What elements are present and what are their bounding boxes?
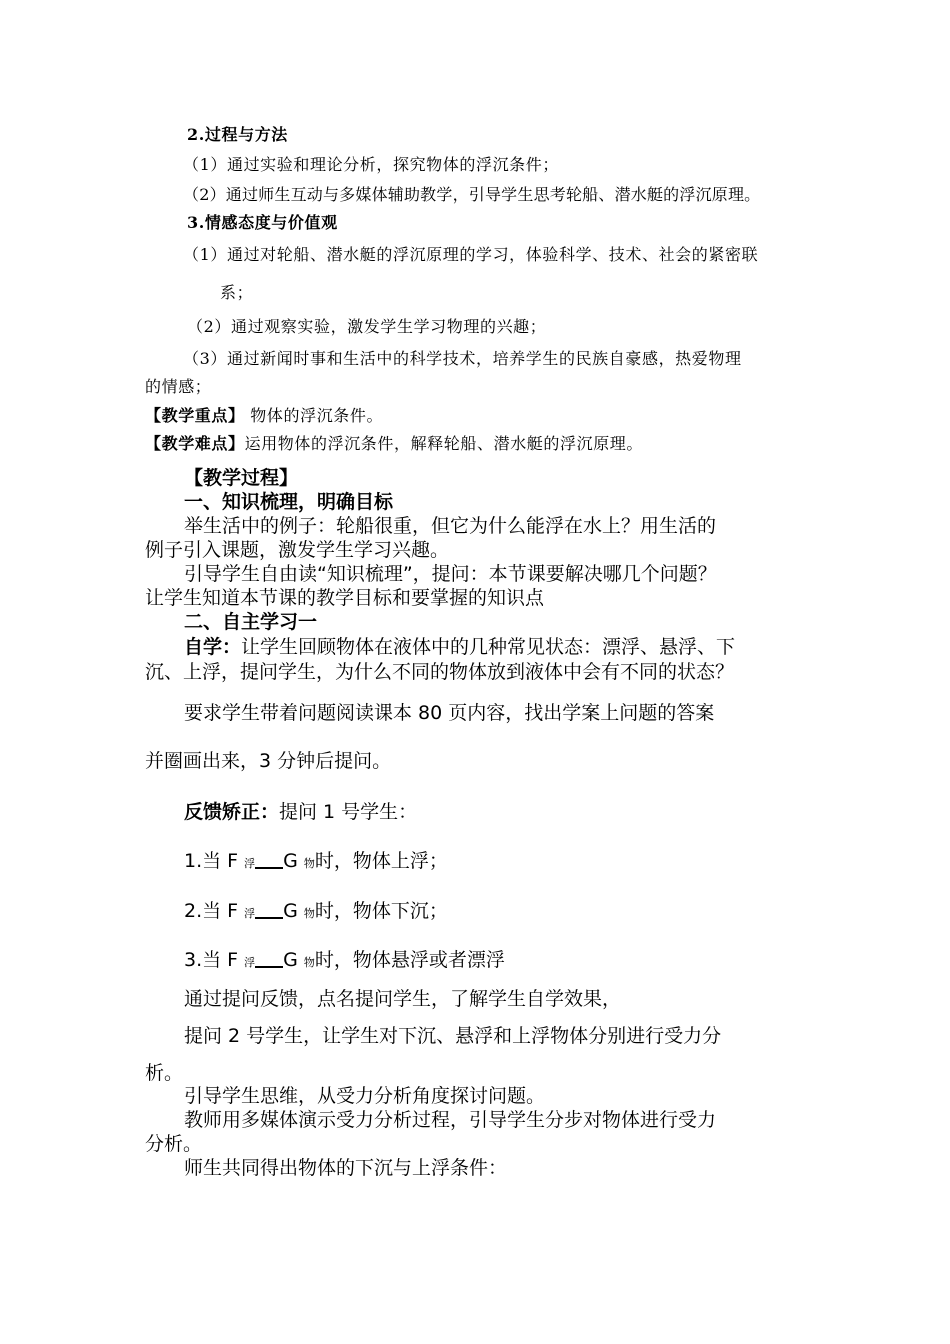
reading-task-cont: 并圈画出来，3 分钟后提问。 [145,750,392,772]
section-1-para-1: 举生活中的例子：轮船很重，但它为什么能浮在水上？用生活的 [184,515,717,537]
process-item-1: （1）通过实验和理论分析，探究物体的浮沉条件； [183,155,559,174]
feedback-text: 提问 1 号学生： [279,801,418,823]
section-1-para-2: 引导学生自由读“知识梳理”，提问：本节课要解决哪几个问题？ [184,563,717,585]
difficulty-line [145,431,643,454]
ask-student-2-cont: 析。 [145,1062,184,1084]
answer-blank[interactable] [255,948,283,968]
emotion-heading: 3.情感态度与价值观 [187,213,338,232]
self-study-label: 自学： [184,636,242,658]
feedback-line [184,797,417,824]
emotion-item-1: （1）通过对轮船、潜水艇的浮沉原理的学习，体验科学、技术、社会的紧密联 [183,245,759,264]
guide-thinking: 引导学生思维，从受力分析角度探讨问题。 [184,1085,546,1107]
section-1-title: 一、知识梳理，明确目标 [184,491,394,513]
self-study-text: 让学生回顾物体在液体中的几种常见状态：漂浮、悬浮、下 [241,636,736,658]
emotion-item-3: （3）通过新闻时事和生活中的科学技术，培养学生的民族自豪感，热爱物理 [183,349,742,368]
question-3: 3.当 F 浮 G 物时，物体悬浮或者漂浮 [184,949,505,971]
feedback-para: 通过提问反馈，点名提问学生，了解学生自学效果， [184,988,622,1010]
self-study-cont: 沉、上浮，提问学生，为什么不同的物体放到液体中会有不同的状态？ [145,661,735,683]
section-1-para-2-cont: 让学生知道本节课的教学目标和要掌握的知识点 [145,587,545,609]
ask-student-2: 提问 2 号学生，让学生对下沉、悬浮和上浮物体分别进行受力分 [184,1025,722,1047]
key-point-label: 【教学重点】 [145,406,245,425]
difficulty-text: 运用物体的浮沉条件，解释轮船、潜水艇的浮沉原理。 [244,434,644,453]
key-point-line [145,403,383,426]
section-1-para-1-cont: 例子引入课题，激发学生学习兴趣。 [145,539,450,561]
process-method-heading: 2.过程与方法 [187,125,288,144]
teacher-demo: 教师用多媒体演示受力分析过程，引导学生分步对物体进行受力 [184,1109,717,1131]
section-2-title: 二、自主学习一 [184,611,318,633]
answer-blank[interactable] [255,899,283,919]
answer-blank[interactable] [255,849,283,869]
process-item-2: （2）通过师生互动与多媒体辅助教学，引导学生思考轮船、潜水艇的浮沉原理。 [183,185,761,204]
teacher-demo-cont: 分析。 [145,1133,203,1155]
teaching-process-heading: 【教学过程】 [184,467,299,489]
feedback-label: 反馈矫正： [184,801,280,823]
key-point-text: 物体的浮沉条件。 [244,406,384,425]
emotion-item-3-cont: 的情感； [145,377,212,396]
emotion-item-1-cont: 系； [220,283,254,302]
self-study-line [184,632,735,659]
conclusion-line: 师生共同得出物体的下沉与上浮条件： [184,1157,508,1179]
difficulty-label: 【教学难点】 [145,434,245,453]
question-1: 1.当 F 浮 G 物时，物体上浮； [184,850,448,872]
reading-task: 要求学生带着问题阅读课本 80 页内容，找出学案上问题的答案 [184,702,715,724]
emotion-item-2: （2）通过观察实验，激发学生学习物理的兴趣； [187,317,547,336]
question-2: 2.当 F 浮 G 物时，物体下沉； [184,900,448,922]
